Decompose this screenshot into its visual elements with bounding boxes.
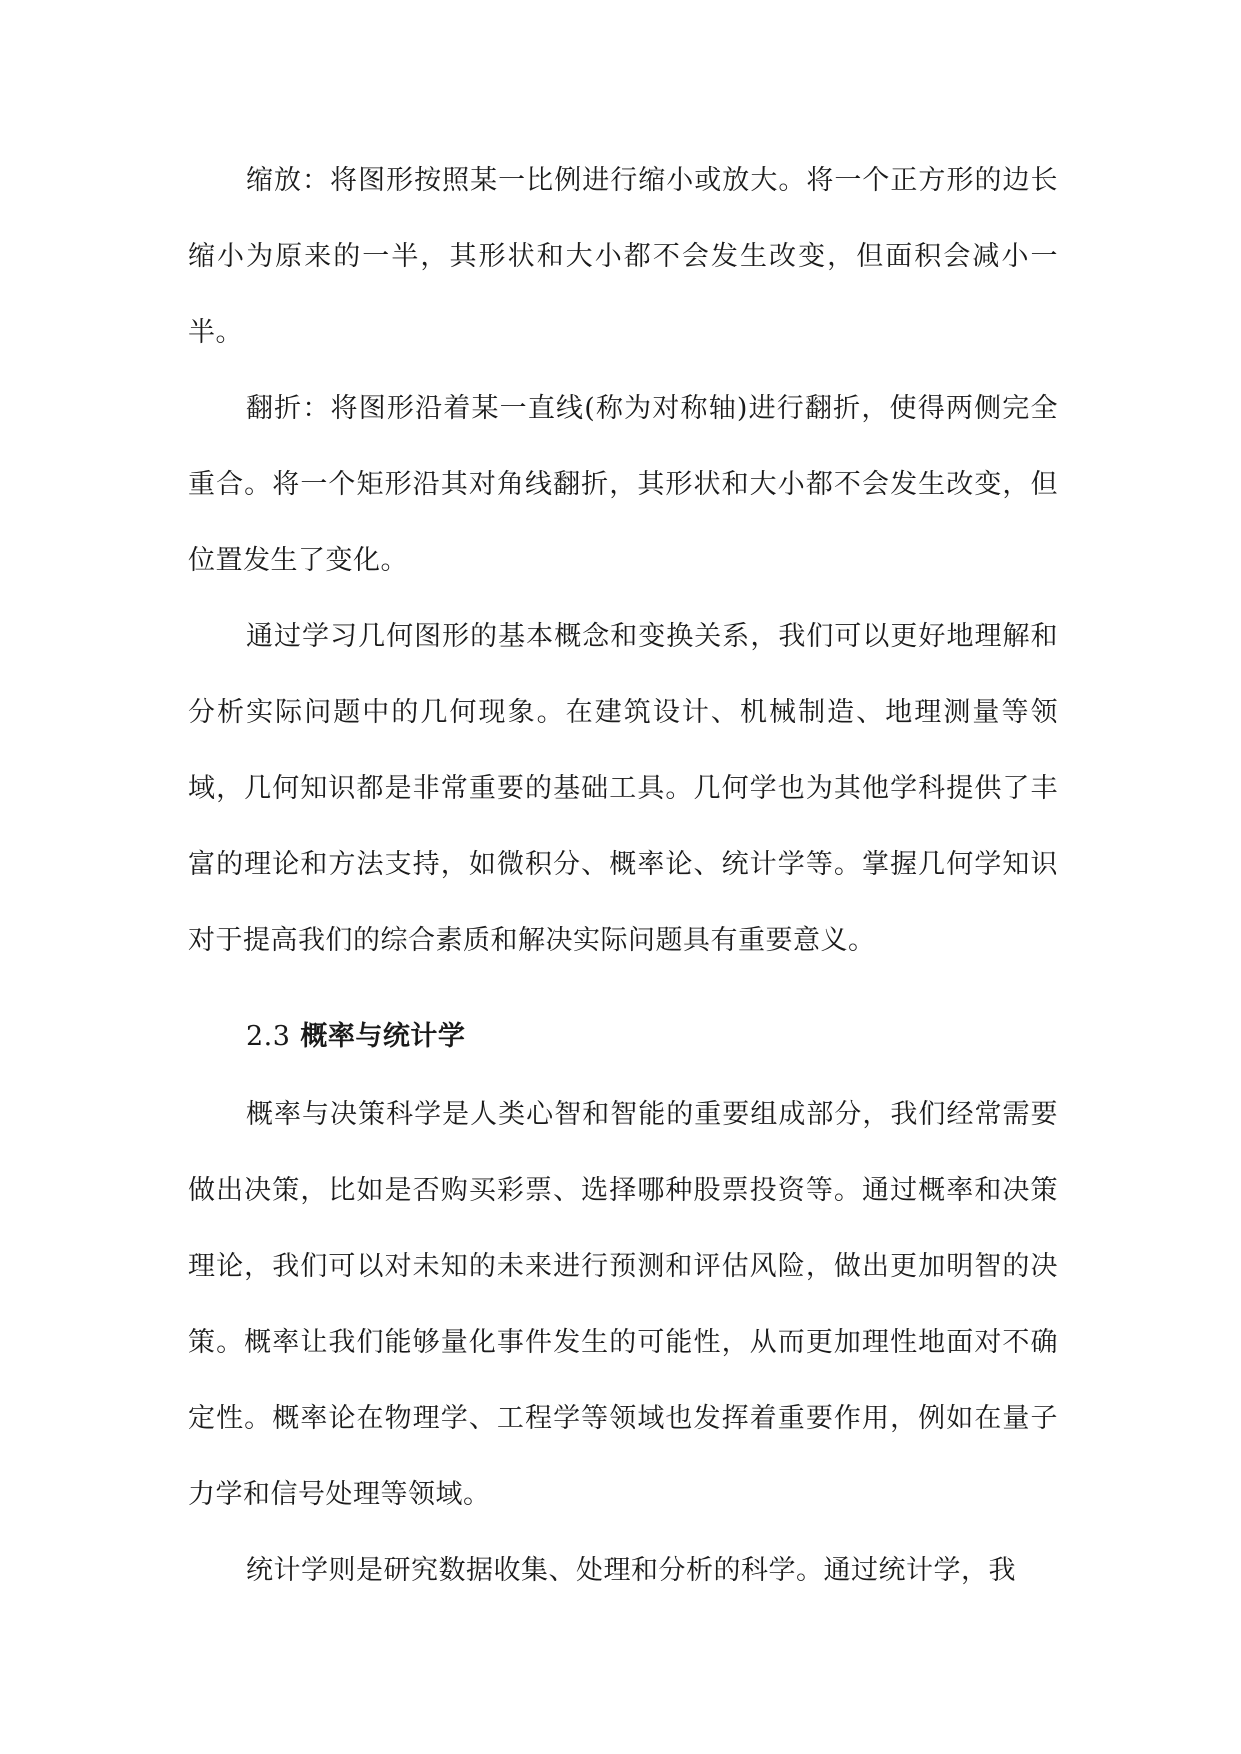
paragraph-probability: 概率与决策科学是人类心智和智能的重要组成部分，我们经常需要做出决策，比如是否购买彩票、选择哪种股票投资等。通过概率和决策理论，我们可以对未知的未来进行预测和评估风险，做出更加明智的决策。概率让我们能够量化事件发生的可能性，从而更加理性地面对不确定性。概率论在物理学、工程学等领域也发挥着重要作用，例如在量子力学和信号处理等领域。 (188, 1099, 1058, 1510)
section-heading (188, 999, 1058, 1075)
section-number: 2.3 (246, 1021, 291, 1052)
paragraph-scaling: 缩放：将图形按照某一比例进行缩小或放大。将一个正方形的边长缩小为原来的一半，其形状和大小都不会发生改变，但面积会减小一半。 (188, 165, 1058, 348)
document-body (188, 143, 1058, 1609)
paragraph-folding: 翻折：将图形沿着某一直线(称为对称轴)进行翻折，使得两侧完全重合。将一个矩形沿其对角线翻折，其形状和大小都不会发生改变，但位置发生了变化。 (188, 393, 1058, 576)
paragraph-geometry-summary: 通过学习几何图形的基本概念和变换关系，我们可以更好地理解和分析实际问题中的几何现象。在建筑设计、机械制造、地理测量等领域，几何知识都是非常重要的基础工具。几何学也为其他学科提供了丰富的理论和方法支持，如微积分、概率论、统计学等。掌握几何学知识对于提高我们的综合素质和解决实际问题具有重要意义。 (188, 621, 1058, 956)
paragraph-statistics: 统计学则是研究数据收集、处理和分析的科学。通过统计学，我 (246, 1555, 1016, 1586)
section-title: 概率与统计学 (300, 1021, 466, 1052)
